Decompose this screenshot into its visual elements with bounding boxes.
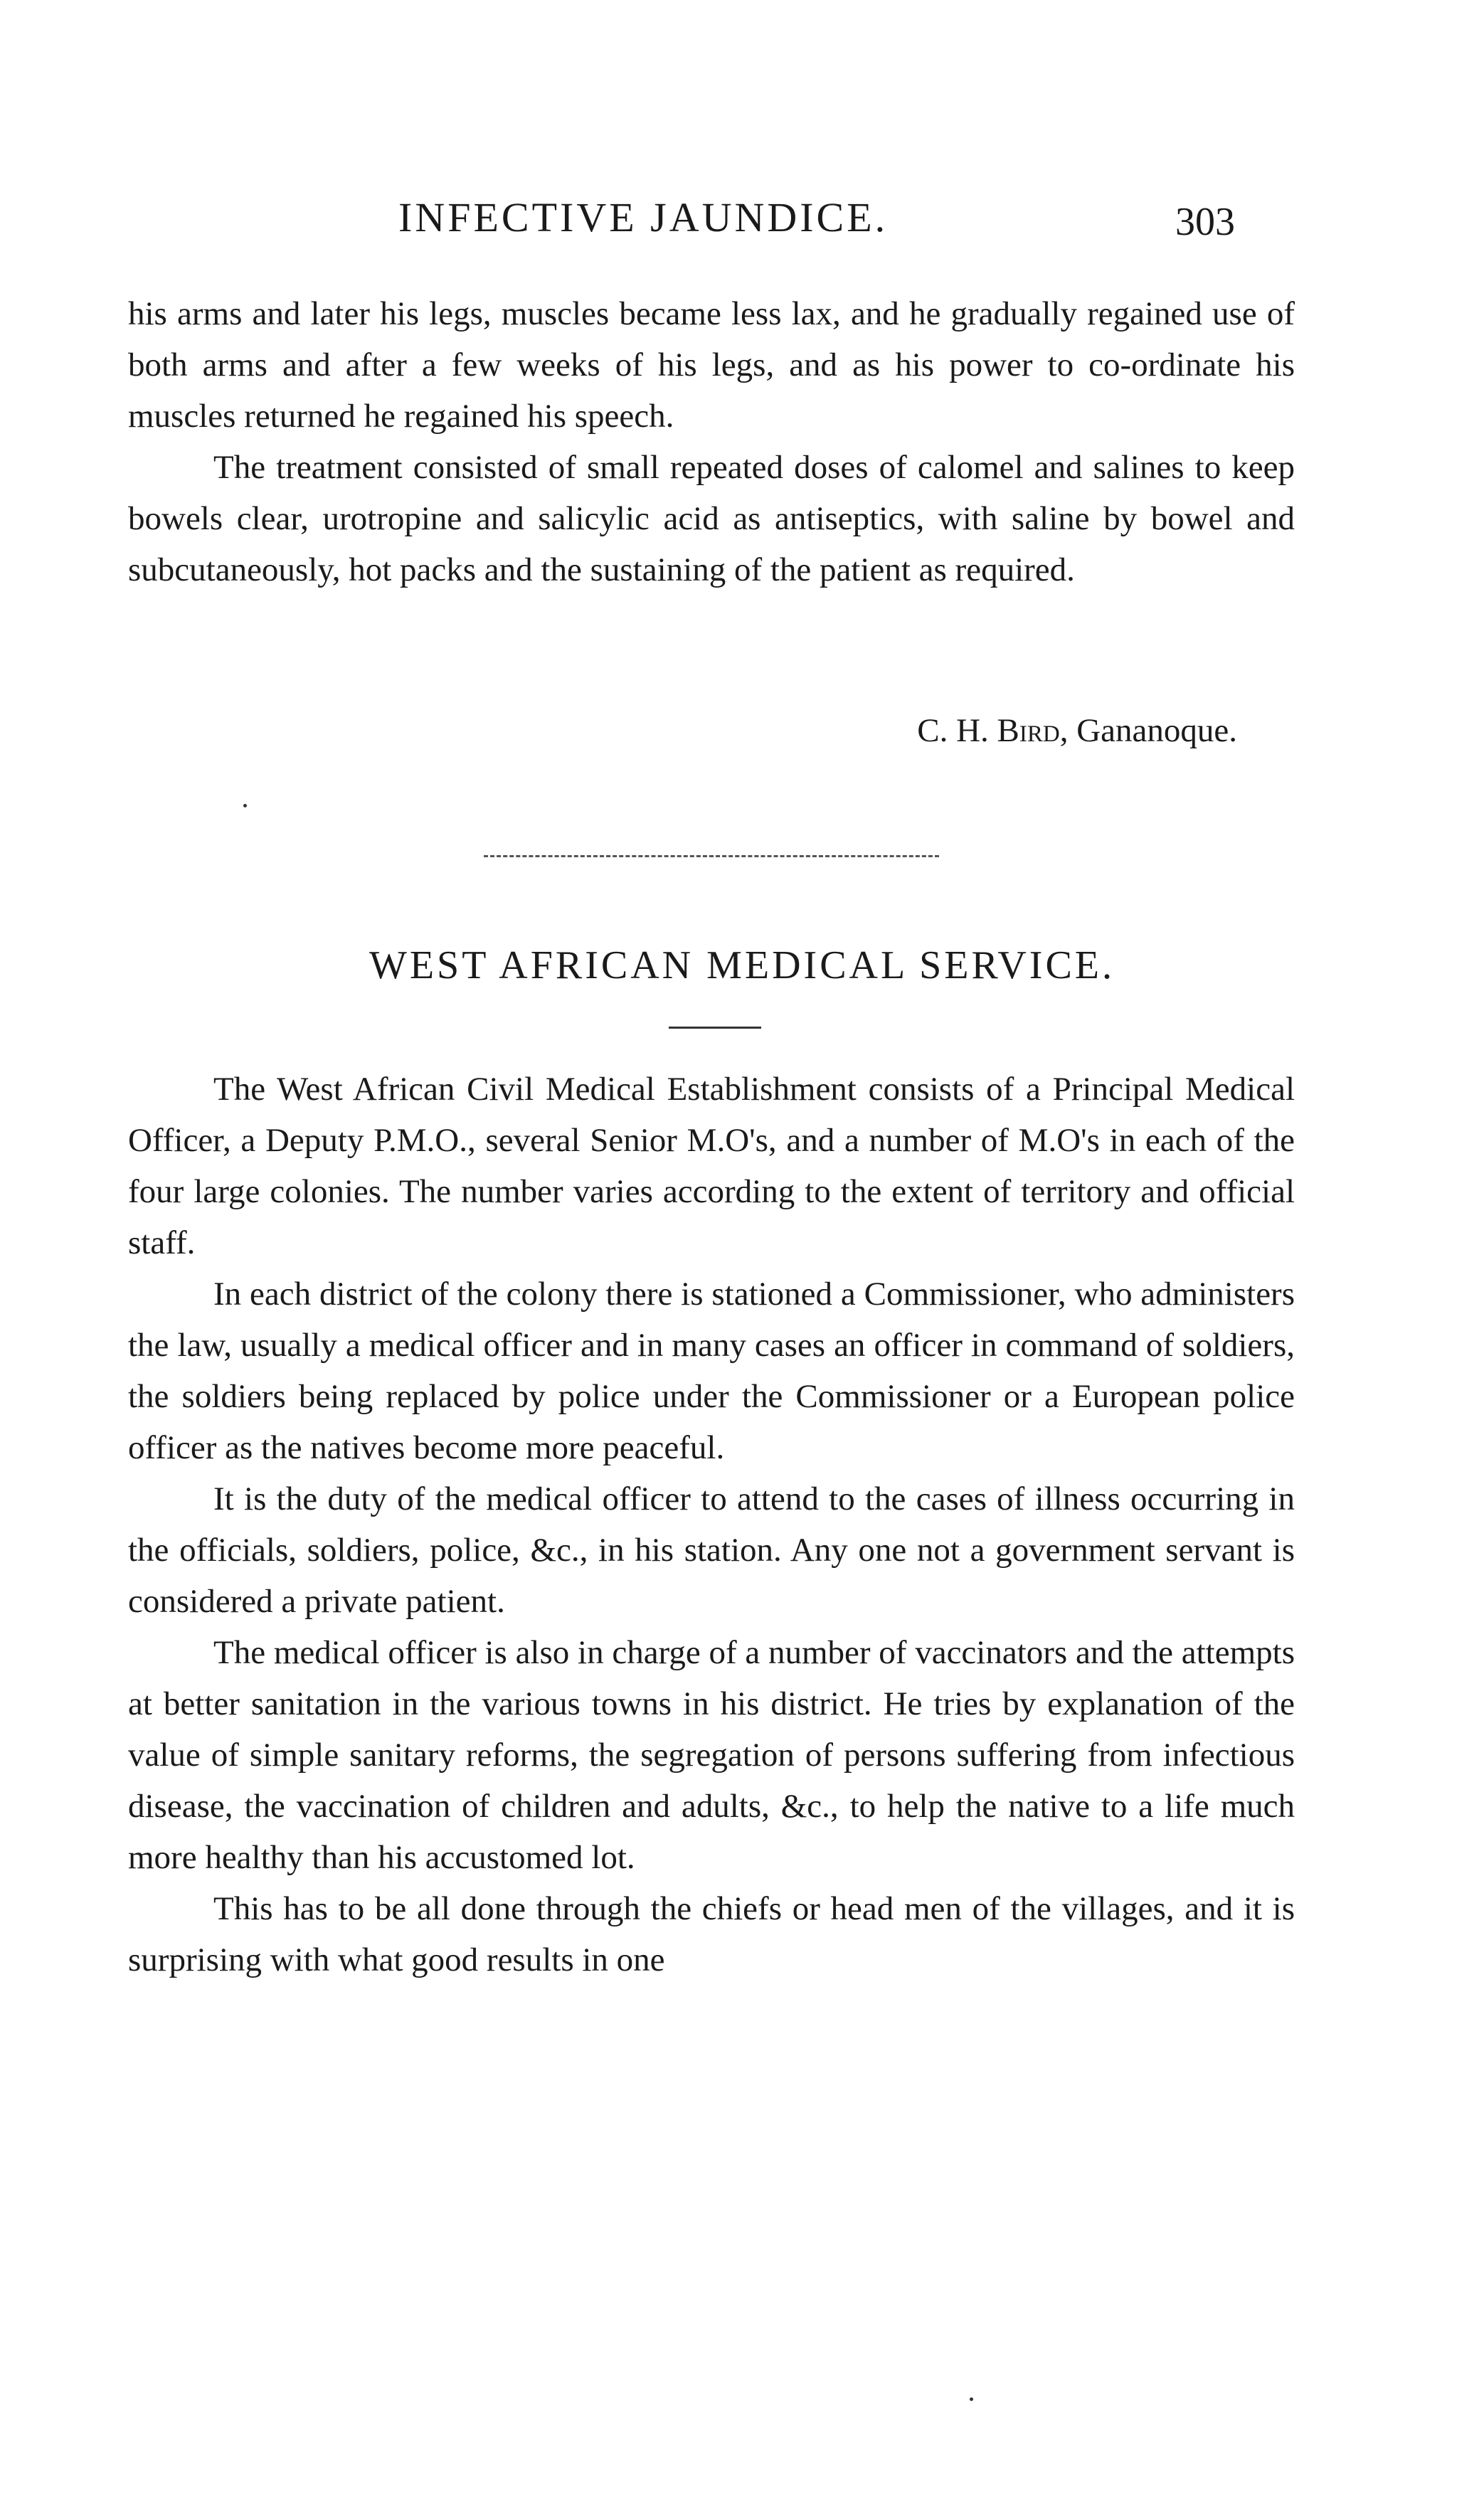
section-title: WEST AFRICAN MEDICAL SERVICE. [369,943,1115,987]
article-infective-jaundice-body [128,288,1295,595]
author-signature [917,711,1237,750]
author-initials: C. H. [917,712,989,749]
paragraph: his arms and later his legs, muscles became less lax, and he gradually regained use of both arms and after a few weeks of his legs, and as his power to co-ordinate his muscles returned he regained his speech. [128,295,1295,435]
paragraph: In each district of the colony there is stationed a Commissioner, who administers the law, usually a medical officer and in many cases an officer in command of soldiers, the soldiers being replaced by police under the Commissioner or a European police officer as the natives become more peaceful. [128,1276,1295,1466]
running-title: INFECTIVE JAUNDICE. [398,194,889,240]
paragraph: It is the duty of the medical officer to attend to the cases of illness occurring in the officials, soldiers, police, &c., in his station. Any one not a government servant is considered a private patient. [128,1480,1295,1620]
author-surname: Bird [997,712,1060,749]
author-place: , Gananoque. [1059,712,1237,749]
paragraph: The treatment consisted of small repeated doses of calomel and salines to keep bowels clear, urotropine and salicylic acid as antiseptics, with saline by bowel and subcutaneously, hot packs and the sustaining of the patient as required. [128,449,1295,588]
print-speck [243,804,247,807]
title-rule [669,1027,761,1029]
article-west-african-medical-service-body [128,1064,1295,1986]
paragraph: The West African Civil Medical Establishment consists of a Principal Medical Officer, a Deputy P.M.O., several Senior M.O's, and a number of M.O's in each of the four large colonies. The number varies according to the extent of territory and official staff. [128,1071,1295,1261]
paragraph: The medical officer is also in charge of a number of vaccinators and the attempts at better sanitation in the various towns in his district. He tries by explanation of the value of simple sanitary reforms, the segregation of persons suffering from infectious disease, the vaccination of children and adults, &c., to help the native to a life much more healthy than his accustomed lot. [128,1634,1295,1876]
page-number: 303 [1175,200,1235,244]
print-speck [970,2397,973,2401]
paragraph: This has to be all done through the chiefs or head men of the villages, and it is surprising with what good results in one [128,1890,1295,1978]
section-divider [484,855,939,857]
